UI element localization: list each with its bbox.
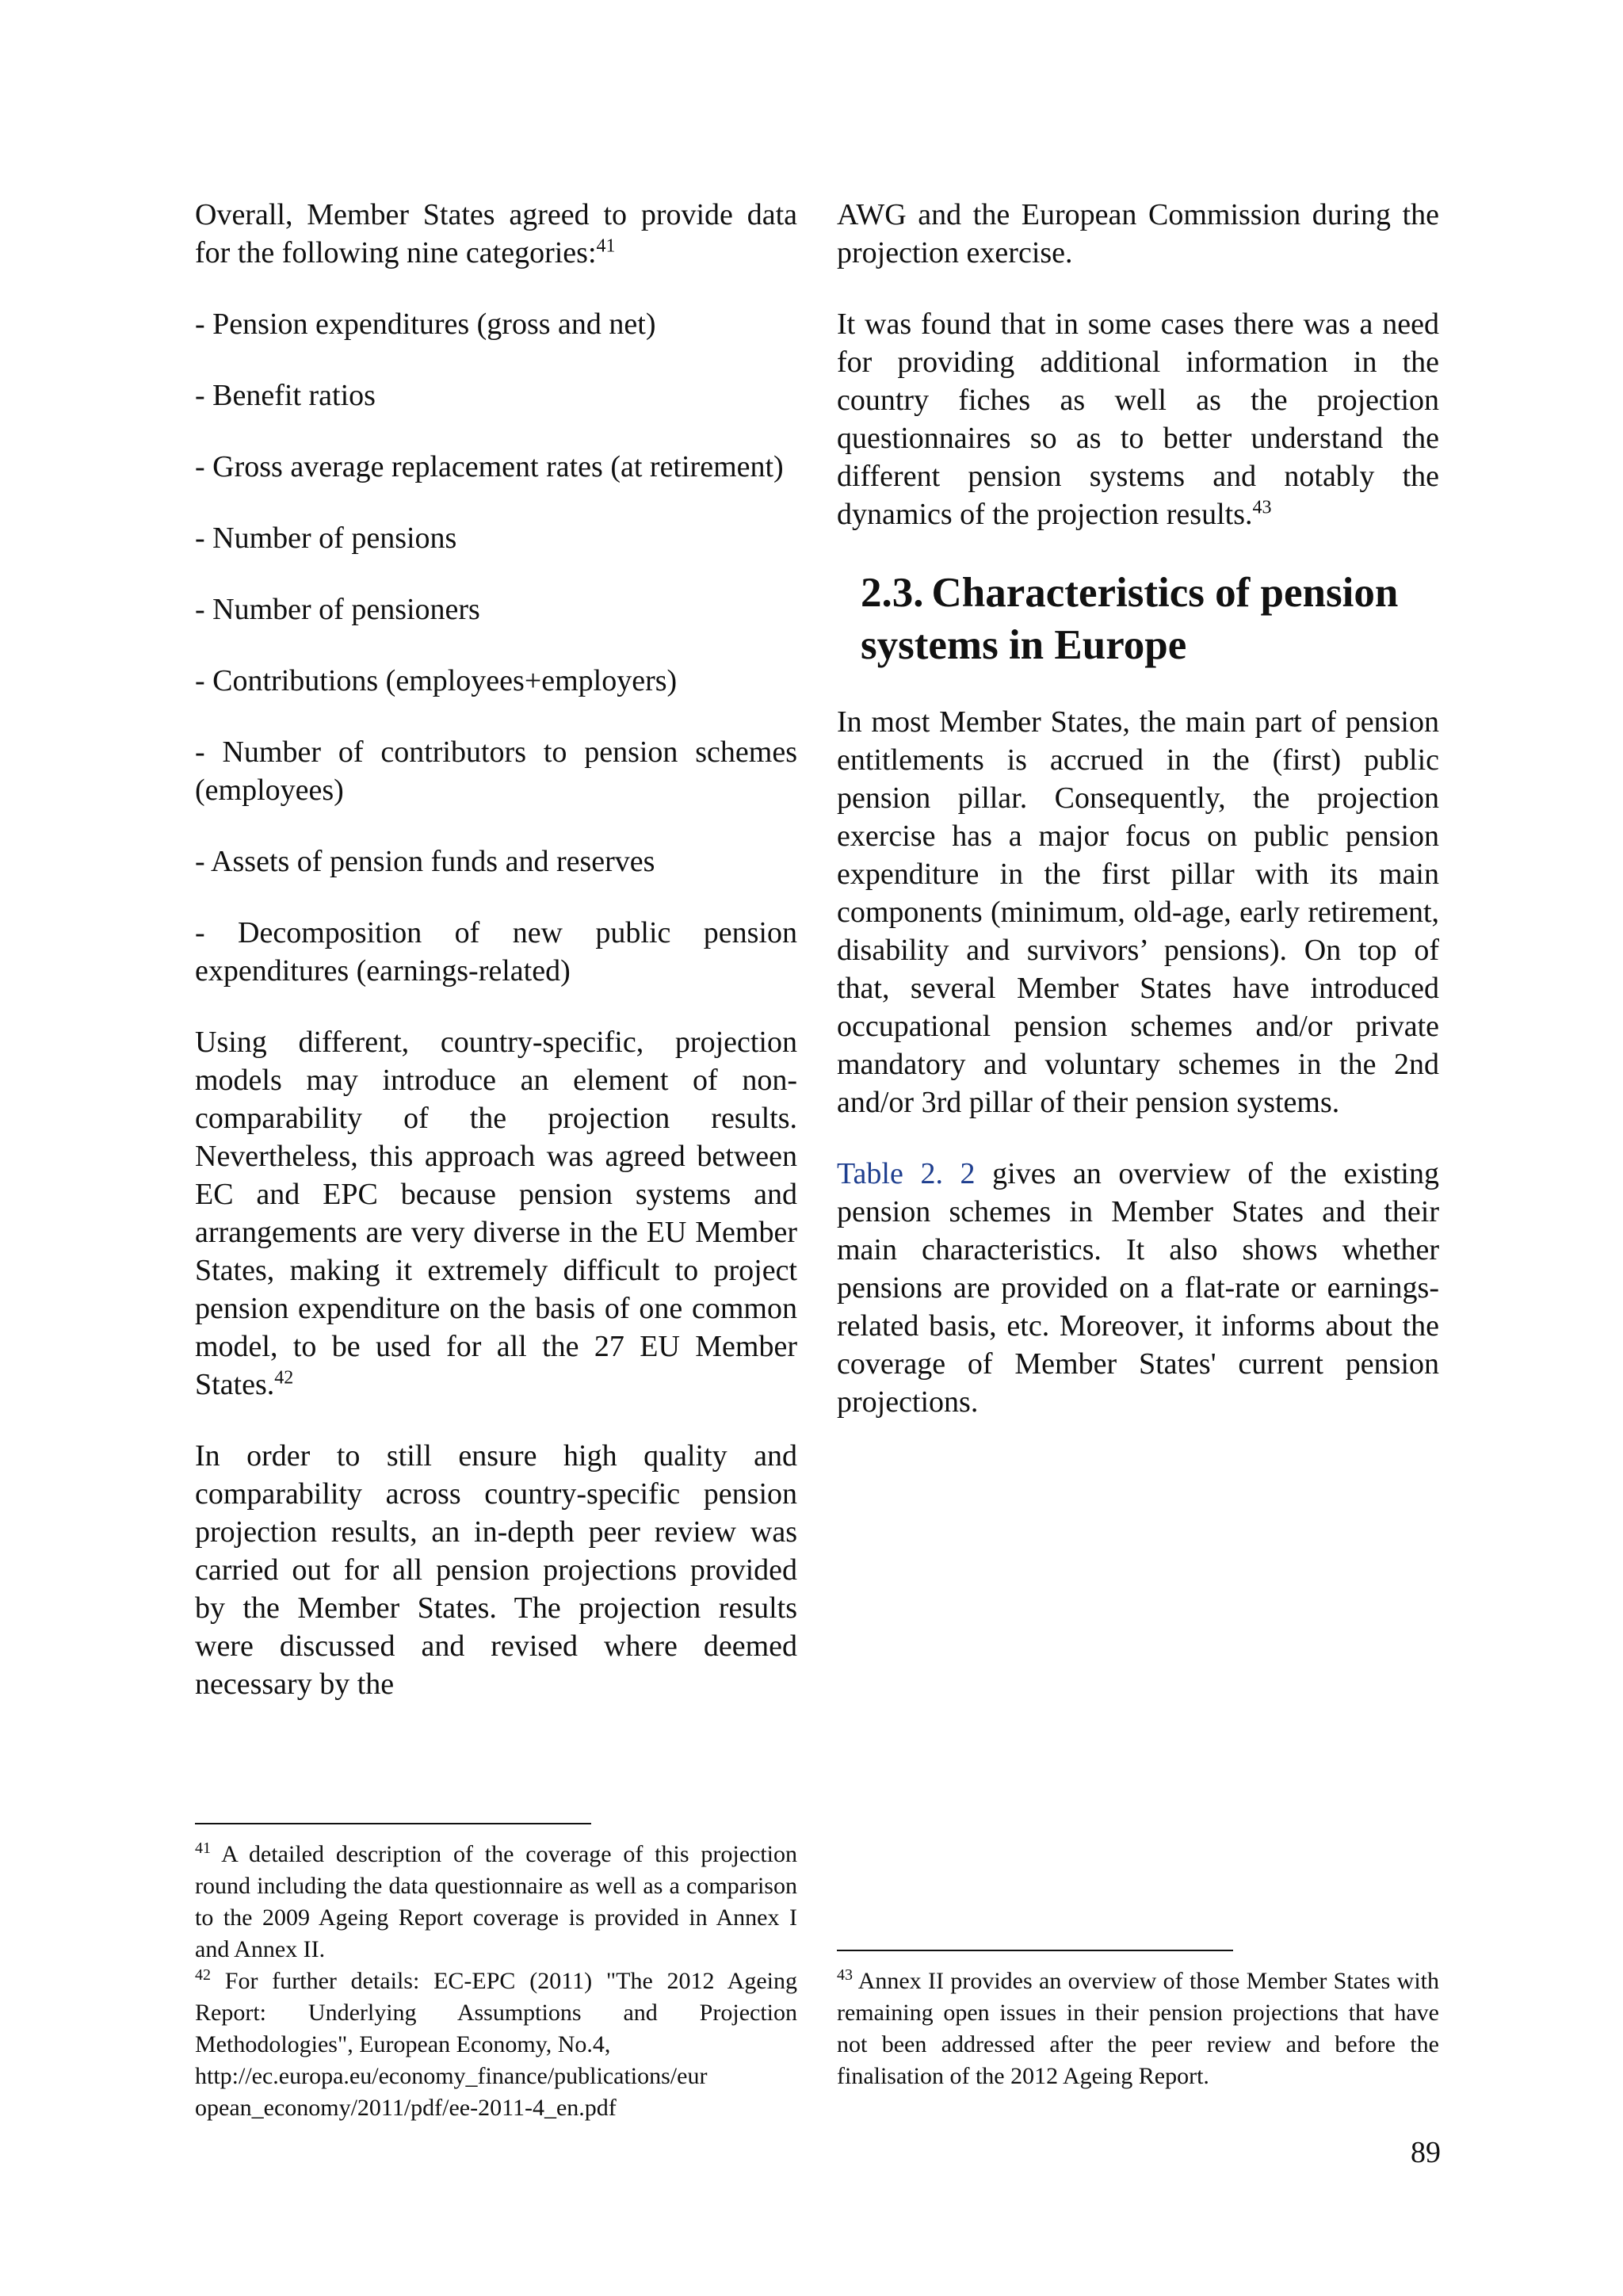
footnote-ref-43[interactable]: 43 [1252, 497, 1272, 518]
footnotes-right [837, 1966, 1439, 2092]
list-item: - Benefit ratios [195, 379, 376, 412]
table-overview-paragraph: Table 2. 2 gives an overview of the existing pension schemes in Member States and their main characteristics. It also shows whether pensions are provided on a flat-rate or earnings-related basis, etc. Moreover, it informs about the coverage of Member States' current pension projections. [837, 1157, 1439, 1419]
section-number: 2.3. [861, 570, 924, 616]
section-title: Characteristics of pension systems in Europe [861, 570, 1399, 668]
footnote-41: $^{41}$ A detailed description of the coverage of this projection round including the data questionnaire as well as a comparison to the 2009 Ageing Report coverage is provided in Annex I and Annex II. [195, 1839, 797, 1962]
list-item: - Assets of pension funds and reserves [195, 845, 655, 878]
list-item: - Number of pensions [195, 521, 457, 555]
continued-paragraph: AWG and the European Commission during the projection exercise. [837, 198, 1439, 269]
list-item: - Gross average replacement rates (at retirement) [195, 450, 784, 483]
list-item: - Number of pensioners [195, 593, 480, 626]
list-item: - Contributions (employees+employers) [195, 664, 678, 697]
footnotes-left [195, 1839, 797, 2124]
footnote-ref-41[interactable]: 41 [596, 235, 616, 257]
list-item: - Number of contributors to pension schemes (employees) [195, 735, 797, 807]
pillar-paragraph: In most Member States, the main part of pension entitlements is accrued in the (first) public pension pillar. Consequently, the projection exercise has a major focus on public pension expenditure in the first pillar with its main components (minimum, old-age, early retirement, disability and survivors’ pensions). On top of that, several Member States have introduced occupational pension schemes and/or private mandatory and voluntary schemes in the 2nd and/or 3rd pillar of their pension systems. [837, 705, 1439, 1119]
list-item: - Pension expenditures (gross and net) [195, 308, 656, 341]
table-reference-link[interactable]: Table 2. 2 [837, 1157, 976, 1190]
footnote-divider-right [837, 1950, 1233, 1951]
footnote-42-url-line-2[interactable]: opean_economy/2011/pdf/ee-2011-4_en.pdf [195, 2095, 617, 2121]
page-number: 89 [1411, 2136, 1441, 2169]
footnote-divider-left [195, 1823, 591, 1824]
footnote-ref-42[interactable]: 42 [274, 1367, 294, 1389]
found-paragraph: It was found that in some cases there was a need for providing additional information in the country fiches as well as the projection questionnaires so as to better understand the different pension systems and notably the dynamics of the projection results.$^{43}$ [837, 308, 1439, 531]
models-paragraph: Using different, country-specific, projection models may introduce an element of non-comparability of the projection results. Nevertheless, this approach was agreed between EC and EPC because pension systems and arrangements are very diverse in the EU Member States, making it extremely difficult to project pension expenditure on the basis of one common model, to be used for all the 27 EU Member States.$^{42}$ [195, 1026, 797, 1401]
left-column [195, 196, 797, 1736]
footnote-43: $^{43}$ Annex II provides an overview of those Member States with remaining open issues in their pension projections that have not been addressed after the peer review and before the finalisation of the 2012 Ageing Report. [837, 1966, 1439, 2089]
intro-paragraph: Overall, Member States agreed to provide data for the following nine categories:$^{41}$ [195, 198, 797, 269]
section-heading [837, 567, 1439, 671]
review-paragraph: In order to still ensure high quality and comparability across country-specific pension projection results, an in-depth peer review was carried out for all pension projections provided by the Member States. The projection results were discussed and revised where deemed necessary by the [195, 1439, 797, 1701]
footnote-42: $^{42}$ For further details: EC-EPC (2011) "The 2012 Ageing Report: Underlying Assumptions and Projection Methodologies", European Economy, No.4, [195, 1966, 797, 2057]
footnote-42-url-line-1[interactable]: http://ec.europa.eu/economy_finance/publications/eur [195, 2063, 708, 2089]
right-column [837, 196, 1439, 1454]
list-item: - Decomposition of new public pension expenditures (earnings-related) [195, 916, 797, 988]
